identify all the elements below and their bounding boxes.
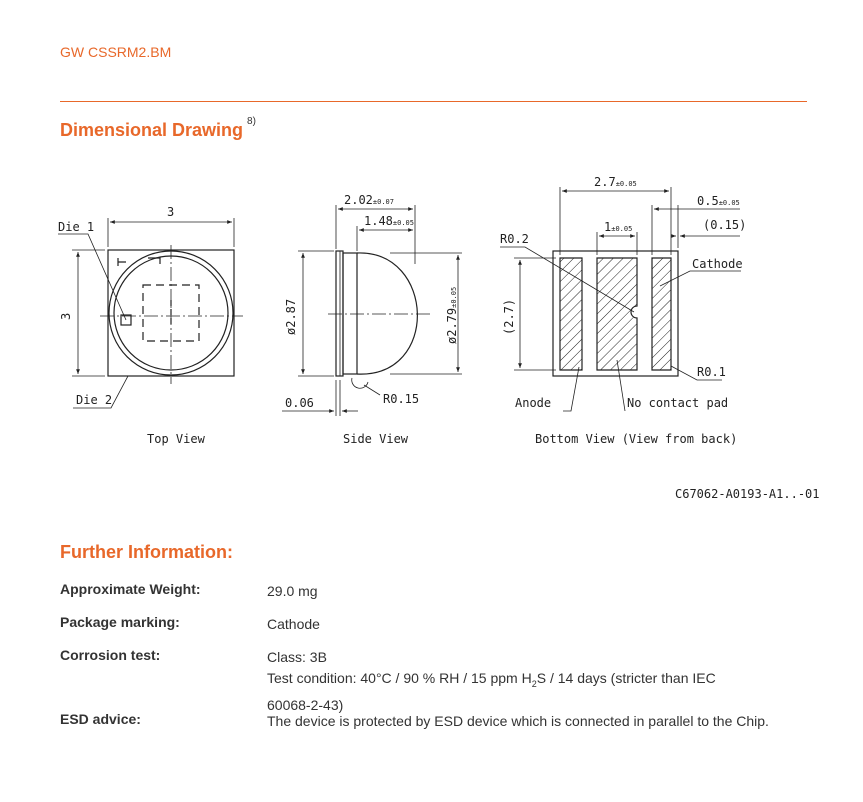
corrosion-condition: Test condition: 40°C / 90 % RH / 15 ppm $H_2S / 14$ days (stricter than IEC bbox=[267, 670, 716, 689]
info-label: ESD advice: bbox=[60, 711, 141, 727]
cathode-leader bbox=[660, 271, 741, 286]
info-value bbox=[267, 647, 807, 716]
anode-leader bbox=[563, 367, 579, 411]
die1-label: Die 1 bbox=[58, 220, 95, 234]
bottom-view-outer-value: 0.5±0.05 bbox=[697, 194, 740, 208]
header-divider bbox=[60, 101, 807, 102]
side-view-right-dia-label: ø2.79±0.05 bbox=[445, 286, 459, 344]
info-value: 29.0 mg bbox=[267, 583, 318, 599]
die2-label: Die 2 bbox=[76, 393, 113, 407]
info-label: Approximate Weight: bbox=[60, 581, 201, 597]
bottom-view-gap-value: (0.15) bbox=[703, 218, 747, 232]
further-information-title: Further Information: bbox=[60, 542, 233, 562]
die1-leader bbox=[58, 234, 126, 320]
drawing-reference-number: C67062-A0193-A1..-01 bbox=[675, 487, 820, 501]
corrosion-standard: 60068-2-43) bbox=[267, 696, 344, 713]
side-view-body bbox=[343, 253, 357, 374]
r01-label: R0.1 bbox=[697, 365, 726, 379]
bottom-view-height-value: (2.7) bbox=[502, 298, 516, 335]
side-view-substrate bbox=[336, 251, 343, 376]
cathode-pad bbox=[652, 258, 671, 370]
side-view-left-dia-label: ø2.87 bbox=[284, 298, 298, 335]
info-value: The device is protected by ESD device which is connected in parallel to the Chip. bbox=[267, 713, 769, 729]
dimensional-drawing-heading bbox=[60, 116, 256, 141]
side-view-dome bbox=[357, 253, 417, 374]
side-view-dome-value: 1.48±0.05 bbox=[364, 214, 414, 228]
side-view-caption: Side View bbox=[343, 432, 409, 446]
bottom-view-pad-width-value: 1±0.05 bbox=[604, 220, 633, 234]
bottom-view-caption: Bottom View (View from back) bbox=[535, 432, 738, 446]
r02-label: R0.2 bbox=[500, 232, 529, 246]
side-view-offset-label: 0.06 bbox=[285, 396, 314, 410]
top-view bbox=[58, 218, 243, 408]
side-view-radius-arc bbox=[352, 378, 368, 388]
dimensional-drawing-title: Dimensional Drawing bbox=[60, 120, 244, 140]
corrosion-class: Class: 3B bbox=[267, 649, 327, 665]
anode-label: Anode bbox=[515, 396, 552, 410]
footnote-ref: 8) bbox=[247, 116, 256, 127]
bottom-view-width-value: 2.7±0.05 bbox=[594, 175, 637, 189]
side-view bbox=[282, 205, 462, 416]
top-view-height-label: 3 bbox=[59, 312, 73, 320]
no-contact-pad bbox=[597, 258, 637, 370]
top-view-width-label: 3 bbox=[167, 205, 175, 219]
side-view-total-value: 2.02±0.07 bbox=[344, 193, 394, 207]
dimensional-drawing bbox=[0, 160, 863, 460]
side-view-radius-label: R0.15 bbox=[383, 392, 420, 406]
product-name: GW CSSRM2.BM bbox=[60, 44, 172, 60]
info-label: Package marking: bbox=[60, 614, 180, 630]
info-label: Corrosion test: bbox=[60, 647, 161, 663]
cathode-label: Cathode bbox=[692, 257, 743, 271]
top-view-caption: Top View bbox=[147, 432, 205, 446]
info-value: Cathode bbox=[267, 616, 320, 632]
no-contact-label: No contact pad bbox=[627, 396, 729, 410]
